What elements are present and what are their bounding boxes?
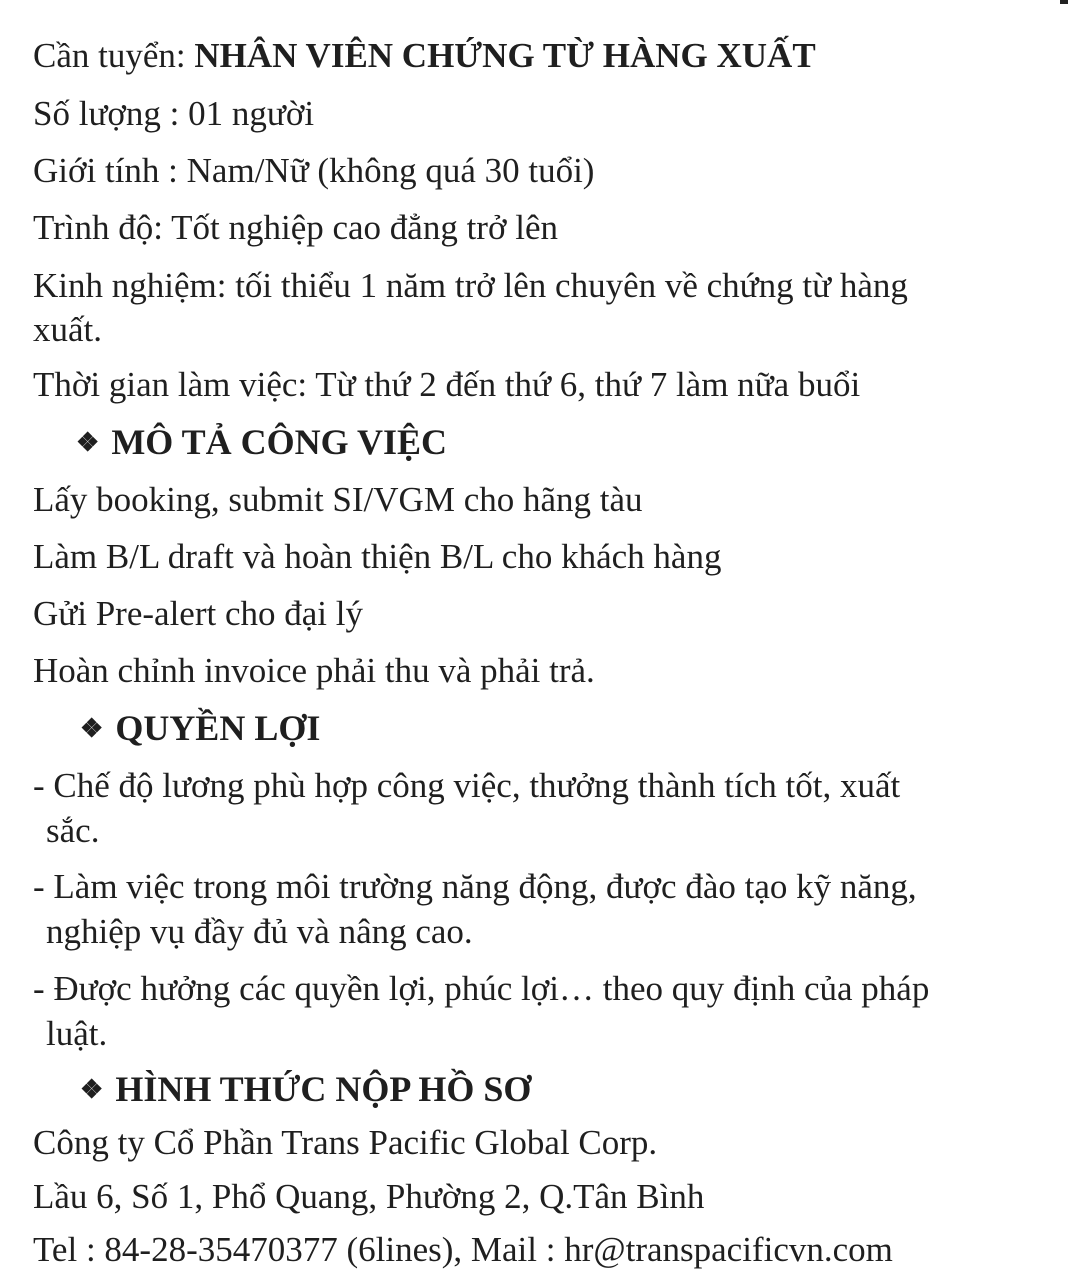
title-position: NHÂN VIÊN CHỨNG TỪ HÀNG XUẤT — [194, 36, 816, 75]
benefit-item-continuation: luật. — [46, 1014, 108, 1053]
diamond-bullet-icon: ❖ — [76, 428, 100, 457]
heading-text: MÔ TẢ CÔNG VIỆC — [111, 422, 448, 462]
experience-line-2: xuất. — [33, 310, 103, 349]
quantity-line: Số lượng : 01 người — [33, 94, 315, 133]
education-line: Trình độ: Tốt nghiệp cao đẳng trở lên — [33, 208, 558, 247]
company-address: Lầu 6, Số 1, Phổ Quang, Phường 2, Q.Tân Bình — [33, 1177, 705, 1216]
benefit-item-line: - Chế độ lương phù hợp công việc, thưởng thành tích tốt, xuất — [33, 766, 901, 805]
top-edge-mark — [1060, 0, 1068, 4]
heading-text: QUYỀN LỢI — [115, 708, 321, 748]
duty-item: Làm B/L draft và hoàn thiện B/L cho khách hàng — [33, 537, 722, 576]
benefit-item-line: - Làm việc trong môi trường năng động, được đào tạo kỹ năng, — [33, 867, 917, 906]
benefits-heading — [80, 707, 320, 750]
diamond-bullet-icon: ❖ — [80, 1075, 104, 1104]
benefit-item-line: - Được hưởng các quyền lợi, phúc lợi… theo quy định của pháp — [33, 969, 930, 1008]
posting-title — [33, 35, 816, 77]
title-prefix: Cần tuyển: — [33, 36, 195, 75]
benefit-item-continuation: nghiệp vụ đầy đủ và nâng cao. — [46, 912, 473, 951]
duty-item: Lấy booking, submit SI/VGM cho hãng tàu — [33, 480, 643, 519]
application-heading — [80, 1068, 531, 1111]
gender-line: Giới tính : Nam/Nữ (không quá 30 tuổi) — [33, 151, 595, 190]
company-name: Công ty Cổ Phần Trans Pacific Global Corp. — [33, 1123, 658, 1162]
contact-info: Tel : 84-28-35470377 (6lines), Mail : hr@transpacificvn.com — [33, 1230, 893, 1269]
benefit-item-continuation: sắc. — [46, 811, 100, 850]
working-time-line: Thời gian làm việc: Từ thứ 2 đến thứ 6, thứ 7 làm nữa buổi — [33, 365, 861, 404]
heading-text: HÌNH THỨC NỘP HỒ SƠ — [115, 1069, 532, 1109]
diamond-bullet-icon: ❖ — [80, 714, 104, 743]
duty-item: Hoàn chỉnh invoice phải thu và phải trả. — [33, 651, 595, 690]
job-description-heading — [76, 421, 447, 464]
duty-item: Gửi Pre-alert cho đại lý — [33, 594, 363, 633]
experience-line-1: Kinh nghiệm: tối thiểu 1 năm trở lên chuyên về chứng từ hàng — [33, 266, 908, 305]
